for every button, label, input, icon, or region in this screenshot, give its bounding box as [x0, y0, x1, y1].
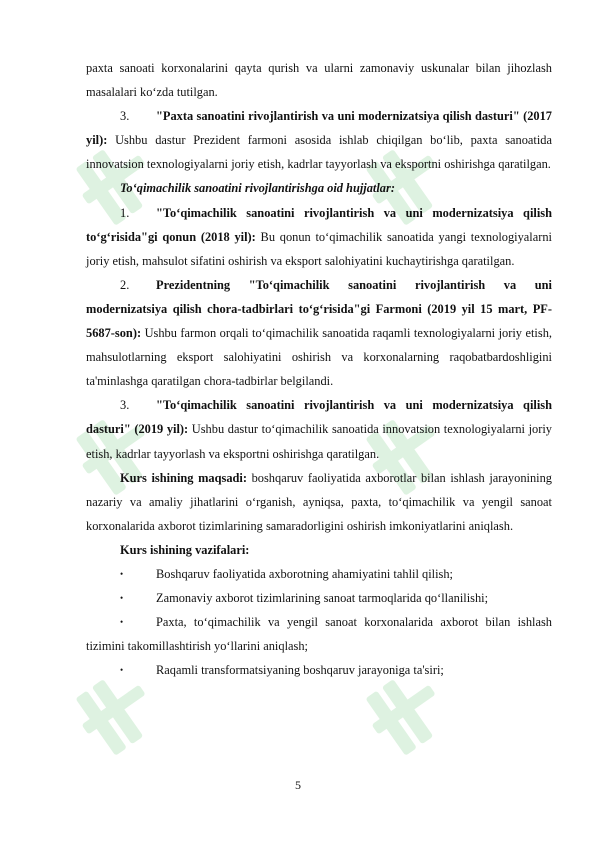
- paragraph-text: Ushbu farmon orqali to‘qimachilik sanoatida raqamli texnologiyalarni joriy etish, mahsulotlarning eksport salohiyatini oshirish va korxonalarning raqobatbardoshligini ta'minlashga qaratilgan chora-tadbirlar belgilandi.: [86, 326, 552, 389]
- bullet-text: Paxta, to‘qimachilik va yengil sanoat korxonalarida axborot bilan ishlash tizimini takomillashtirish yo‘llarini aniqlash;: [86, 615, 552, 654]
- paragraph-bold: Prezidentning "To‘qimachilik sanoatini rivojlantirish va uni modernizatsiya qilish chora-tadbirlari to‘g‘risida"gi Farmoni (2019 yil 15 mart, PF-5687-son):: [86, 277, 552, 341]
- bullet-marker: •: [120, 665, 124, 676]
- paragraph-text: Ushbu dastur to‘qimachilik sanoatida innovatsion texnologiyalarni joriy etish, kadrlar tayyorlash va eksportni oshirishga qaratilgan.: [86, 422, 552, 461]
- bullet-text: Raqamli transformatsiyaning boshqaruv jarayoniga ta'siri;: [156, 663, 444, 678]
- paragraph-text: Bu qonun to‘qimachilik sanoatida yangi texnologiyalarni joriy etish, mahsulot sifatini oshirish va eksport salohiyatini kuchaytirishga qaratilgan.: [86, 229, 552, 268]
- numbered-paragraph: [86, 104, 552, 176]
- bullet-item: [86, 562, 552, 586]
- paragraph-bold: "To‘qimachilik sanoatini rivojlantirish va uni modernizatsiya qilish dasturi" (2019 yil):: [86, 398, 552, 437]
- paragraph-text: Ushbu dastur Prezident farmoni asosida ishlab chiqilgan bo‘lib, paxta sanoatida innovatsion texnologiyalarni joriy etish, kadrlar tayyorlash va eksportni oshirishga qaratilgan.: [86, 133, 552, 172]
- paragraph-bold: "Paxta sanoatini rivojlantirish va uni modernizatsiya qilish dasturi" (2017 yil):: [86, 109, 552, 148]
- bullet-item: [86, 610, 552, 658]
- section-heading: [86, 176, 552, 200]
- paragraph-text: boshqaruv faoliyatida axborotlar bilan ishlash jarayonining nazariy va amaliy jihatlarini o‘rganish, ayniqsa, paxta, to‘qimachilik va yengil sanoat korxonalarida axborot tizimlarining samaradorligini oshirish imkoniyatlarini aniqlash.: [86, 470, 552, 533]
- paragraph: [86, 466, 552, 538]
- document-body: [86, 56, 552, 682]
- paragraph-text: paxta sanoati korxonalarini qayta qurish va ularni zamonaviy uskunalar bilan jihozlash masalalari ko‘zda tutilgan.: [86, 61, 552, 100]
- list-number: 1.: [120, 205, 130, 220]
- numbered-paragraph: [86, 393, 552, 465]
- list-number: 2.: [120, 277, 130, 292]
- numbered-paragraph: [86, 201, 552, 273]
- bullet-marker: •: [120, 617, 124, 628]
- paragraph-bold: Kurs ishining maqsadi:: [120, 470, 247, 485]
- list-number: 3.: [120, 398, 130, 413]
- paragraph-bold: "To‘qimachilik sanoatini rivojlantirish va uni modernizatsiya qilish to‘g‘risida"gi qonun (2018 yil):: [86, 205, 552, 244]
- bullet-marker: •: [120, 568, 124, 579]
- heading-text: To‘qimachilik sanoatini rivojlantirishga oid hujjatlar:: [120, 181, 395, 196]
- bullet-text: Zamonaviy axborot tizimlarining sanoat tarmoqlarida qo‘llanilishi;: [156, 591, 489, 606]
- numbered-paragraph: [86, 273, 552, 393]
- section-heading: [86, 538, 552, 562]
- list-number: 3.: [120, 109, 130, 124]
- heading-text: Kurs ishining vazifalari:: [120, 542, 250, 557]
- page-number: 5: [295, 778, 301, 792]
- paragraph: [86, 56, 552, 104]
- bullet-text: Boshqaruv faoliyatida axborotning ahamiyatini tahlil qilish;: [156, 566, 453, 581]
- bullet-item: [86, 658, 552, 682]
- bullet-item: [86, 586, 552, 610]
- bullet-marker: •: [120, 593, 124, 604]
